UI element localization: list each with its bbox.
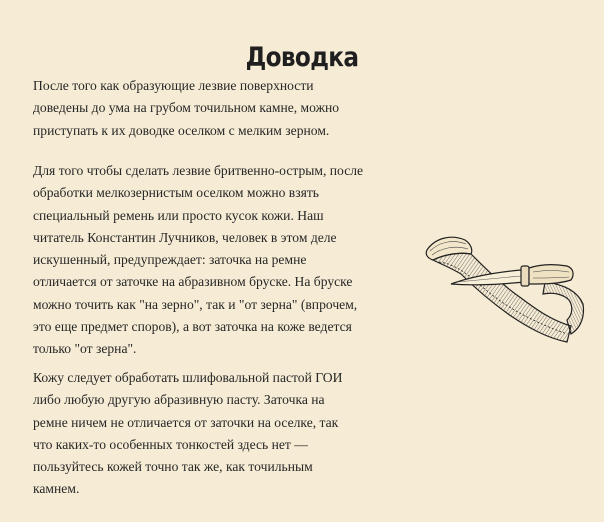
text-line: можно точить как "на зерно", так и "от зерна" (впрочем, — [33, 296, 358, 312]
leather-strop-knife-illustration — [421, 224, 589, 352]
text-line: пользуйтесь кожей точно так же, как точильным — [33, 459, 313, 475]
text-line: камнем. — [33, 481, 80, 497]
text-line: отличается от заточке на абразивном бруске. На бруске — [33, 274, 353, 290]
text-line: ремне ничем не отличается от заточки на оселке, так — [33, 414, 339, 430]
text-line: что каких-то особенных тонкостей здесь нет — — [33, 436, 308, 452]
text-line: читатель Константин Лучников, человек в этом деле — [33, 229, 337, 245]
text-line: После того как образующие лезвие поверхности — [33, 78, 314, 93]
text-line: приступать к их доводке оселком с мелким зерном. — [33, 122, 330, 138]
text-line: доведены до ума на грубом точильном камне, можно — [33, 100, 340, 116]
text-line: Кожу следует обработать шлифовальной пастой ГОИ — [33, 370, 343, 385]
text-line: обработки мелкозернистым оселком можно взять — [33, 185, 319, 201]
page-title: Доводка — [245, 42, 359, 74]
text-line: только "от зерна". — [33, 341, 137, 357]
text-line: это еще предмет споров), а вот заточка на коже ведется — [33, 319, 352, 335]
paragraph-3 — [33, 367, 342, 501]
text-line: искушенный, предупреждает: заточка на ремне — [33, 252, 307, 268]
paragraph-2 — [33, 160, 363, 361]
text-line: специальный ремень или просто кусок кожи. Наш — [33, 207, 324, 223]
paragraph-1 — [33, 75, 339, 142]
text-line: Для того чтобы сделать лезвие бритвенно-острым, после — [33, 163, 364, 178]
strop-icon — [426, 237, 583, 342]
text-line: либо любую другую абразивную пасту. Заточка на — [33, 392, 325, 408]
